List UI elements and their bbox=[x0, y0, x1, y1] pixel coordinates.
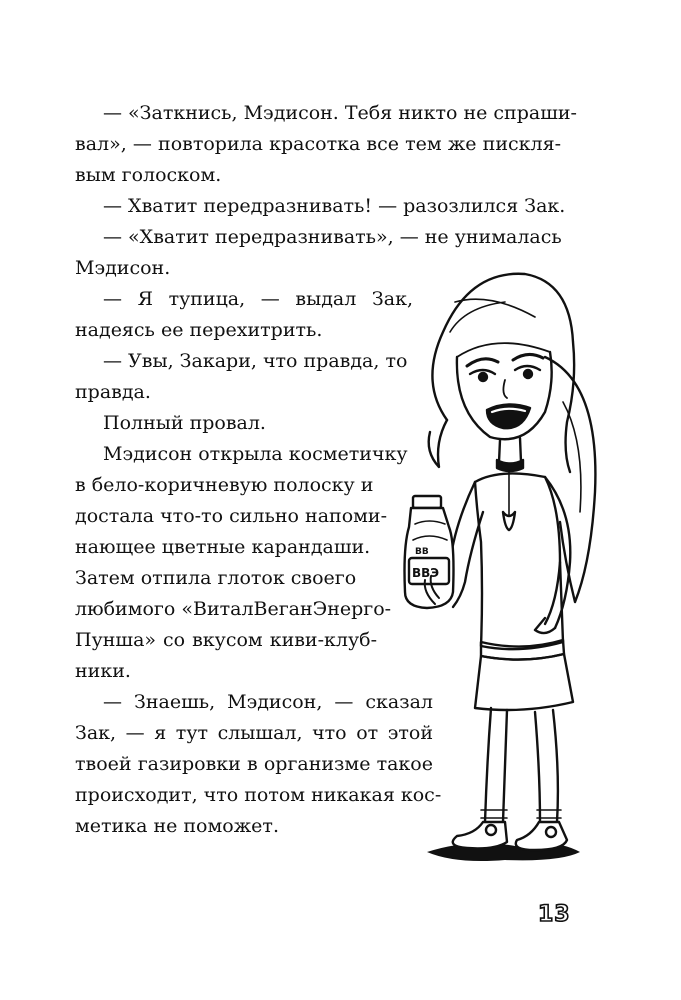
text-line: метика не поможет. bbox=[75, 815, 279, 837]
text-line: твоей газировки в организме такое bbox=[75, 753, 433, 775]
left-leg bbox=[485, 708, 491, 822]
bottle bbox=[405, 496, 454, 608]
text-line: происходит, что потом никакая кос- bbox=[75, 784, 442, 806]
text-line: достала что-то сильно напоми- bbox=[75, 505, 387, 527]
right-shoe bbox=[516, 822, 567, 850]
text-line: Зак, — я тут слышал, что от этой bbox=[75, 722, 433, 744]
text-line: — «Заткнись, Мэдисон. Тебя никто не спраши- bbox=[103, 102, 577, 124]
left-shoe bbox=[453, 822, 507, 848]
text-line: в бело-коричневую полоску и bbox=[75, 474, 374, 496]
text-line: — Я тупица, — выдал Зак, bbox=[103, 288, 413, 310]
top bbox=[475, 473, 563, 649]
text-line: вал», — повторила красотка все тем же пискля- bbox=[75, 133, 561, 155]
text-line: надеясь ее перехитрить. bbox=[75, 319, 323, 341]
page-number: 13 bbox=[538, 902, 571, 927]
text-line: нающее цветные карандаши. bbox=[75, 536, 371, 558]
bottle-label-small: ВВ bbox=[415, 547, 429, 557]
text-line: правда. bbox=[75, 381, 151, 403]
skirt bbox=[475, 654, 573, 710]
text-line: ники. bbox=[75, 660, 131, 682]
text-line: — Знаешь, Мэдисон, — сказал bbox=[103, 691, 433, 713]
text-line: — «Хватит передразнивать», — не унималась bbox=[103, 226, 562, 248]
bottle-label-text: ВВЭ bbox=[412, 566, 440, 580]
text-line: вым голоском. bbox=[75, 164, 222, 186]
text-line: Полный провал. bbox=[103, 412, 266, 434]
text-line: Затем отпила глоток своего bbox=[75, 567, 357, 589]
text-line: — Хватит передразнивать! — разозлился Зак. bbox=[103, 195, 566, 217]
text-line: — Увы, Закари, что правда, то bbox=[103, 350, 408, 372]
text-line: Пунша» со вкусом киви-клуб- bbox=[75, 629, 377, 651]
madison-illustration bbox=[395, 262, 610, 877]
choker bbox=[497, 460, 523, 471]
text-line: Мэдисон открыла косметичку bbox=[103, 443, 408, 465]
text-line: любимого «ВиталВеганЭнерго- bbox=[75, 598, 392, 620]
text-line: Мэдисон. bbox=[75, 257, 171, 279]
right-leg bbox=[535, 712, 540, 822]
right-arm bbox=[545, 477, 570, 628]
